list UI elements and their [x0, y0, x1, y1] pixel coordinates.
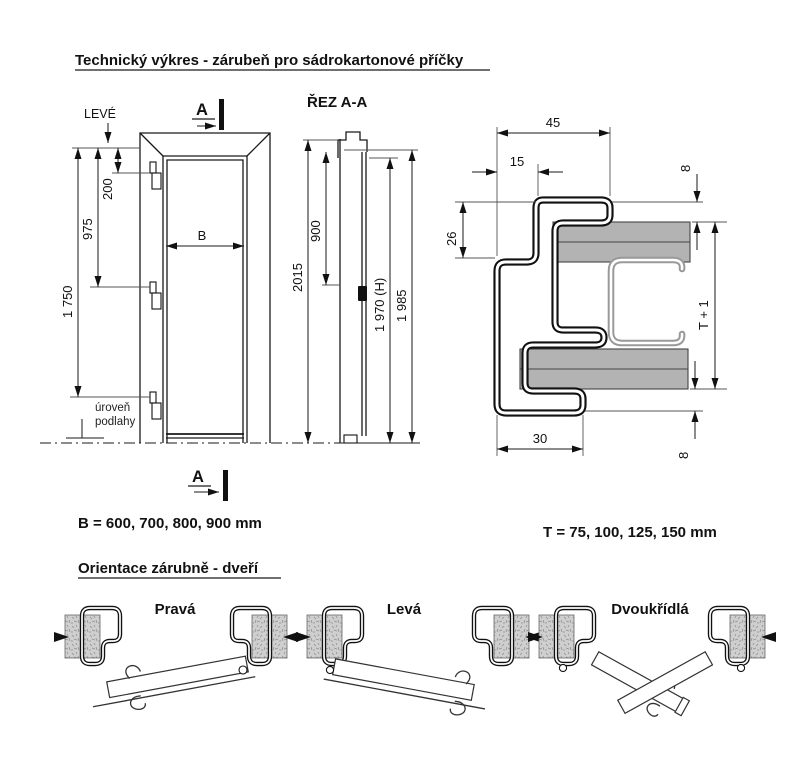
cw-stud-profile: [611, 260, 682, 343]
dim-900: [308, 152, 326, 285]
dim-1985: [394, 150, 412, 443]
frame-symbol-right: [710, 608, 776, 664]
floor-label-1: úroveň: [95, 402, 131, 414]
dim-15: [472, 154, 563, 172]
section-cut-bar-bottom: [223, 470, 228, 501]
floor-level: [40, 402, 418, 443]
dim-200: [100, 148, 118, 200]
svg-text:200: 200: [100, 178, 115, 200]
plasterboard-top: [553, 222, 690, 262]
door-leaf-left-wing: [584, 642, 694, 728]
section-letter-top: A: [196, 101, 208, 119]
svg-text:900: 900: [308, 220, 323, 242]
dim-width-B: [166, 228, 244, 246]
svg-text:1 985: 1 985: [394, 289, 409, 322]
door-leaf-prava: [87, 644, 257, 718]
dim-30: [497, 431, 583, 449]
section-marker-bottom: [188, 468, 228, 501]
hinge-middle: [150, 282, 161, 309]
variant-leva: [296, 601, 540, 720]
dim-26: [444, 202, 463, 258]
svg-text:1 970 (H): 1 970 (H): [372, 277, 387, 332]
dim-45: [497, 115, 610, 133]
variant-dvoukridla: [528, 601, 776, 728]
note-t-sizes: T = 75, 100, 125, 150 mm: [543, 524, 717, 541]
door-lock: [358, 286, 367, 301]
frame-symbol-right: [232, 608, 298, 664]
section-letter-bottom: A: [192, 468, 204, 486]
orientation-heading: Orientace zárubně - dveří: [78, 560, 259, 577]
cross-section-detail: [444, 115, 727, 459]
svg-text:T + 1: T + 1: [696, 300, 711, 330]
svg-text:15: 15: [509, 154, 525, 169]
svg-text:975: 975: [80, 218, 95, 240]
plasterboard-bottom: [520, 349, 688, 389]
svg-text:1 750: 1 750: [60, 285, 75, 318]
frame-symbol-left: [528, 608, 594, 664]
svg-text:26: 26: [444, 231, 459, 246]
section-marker-top: [192, 99, 224, 130]
variant-prava: [54, 601, 298, 718]
hinge-pivot-left: [559, 664, 566, 671]
hinge-top: [150, 162, 161, 189]
dim-T-plus-1: [696, 222, 715, 389]
svg-text:8: 8: [676, 451, 691, 459]
variant-label-dvoukridla: Dvoukřídlá: [611, 601, 689, 618]
svg-text:30: 30: [532, 431, 548, 446]
floor-label-2: podlahy: [95, 416, 136, 428]
svg-text:2015: 2015: [290, 263, 305, 292]
hinge-pivot-leva: [326, 666, 333, 673]
hinge-pivot-prava: [239, 666, 247, 674]
svg-text:45: 45: [545, 115, 561, 130]
variant-label-prava: Pravá: [154, 601, 196, 618]
dim-1970: [372, 158, 390, 443]
dim-975: [80, 148, 98, 287]
frame-symbol-left: [296, 608, 362, 664]
section-view-title: ŘEZ A-A: [307, 94, 368, 111]
threshold-block: [344, 435, 357, 443]
section-view: [290, 93, 420, 443]
hinge-pivot-right: [737, 664, 744, 671]
note-b-sizes: B = 600, 700, 800, 900 mm: [78, 515, 262, 532]
section-cut-bar-top: [219, 99, 224, 130]
frame-symbol-left: [54, 608, 120, 664]
dim-2015: [290, 140, 308, 443]
page-title: Technický výkres - zárubeň pro sádrokartonové příčky: [75, 52, 464, 69]
dim-1750: [60, 148, 78, 397]
variant-label-leva: Levá: [386, 601, 422, 618]
orientation-label: LEVÉ: [84, 107, 116, 121]
svg-text:8: 8: [678, 164, 693, 172]
hinge-bottom: [150, 392, 161, 419]
svg-text:B: B: [197, 228, 207, 243]
